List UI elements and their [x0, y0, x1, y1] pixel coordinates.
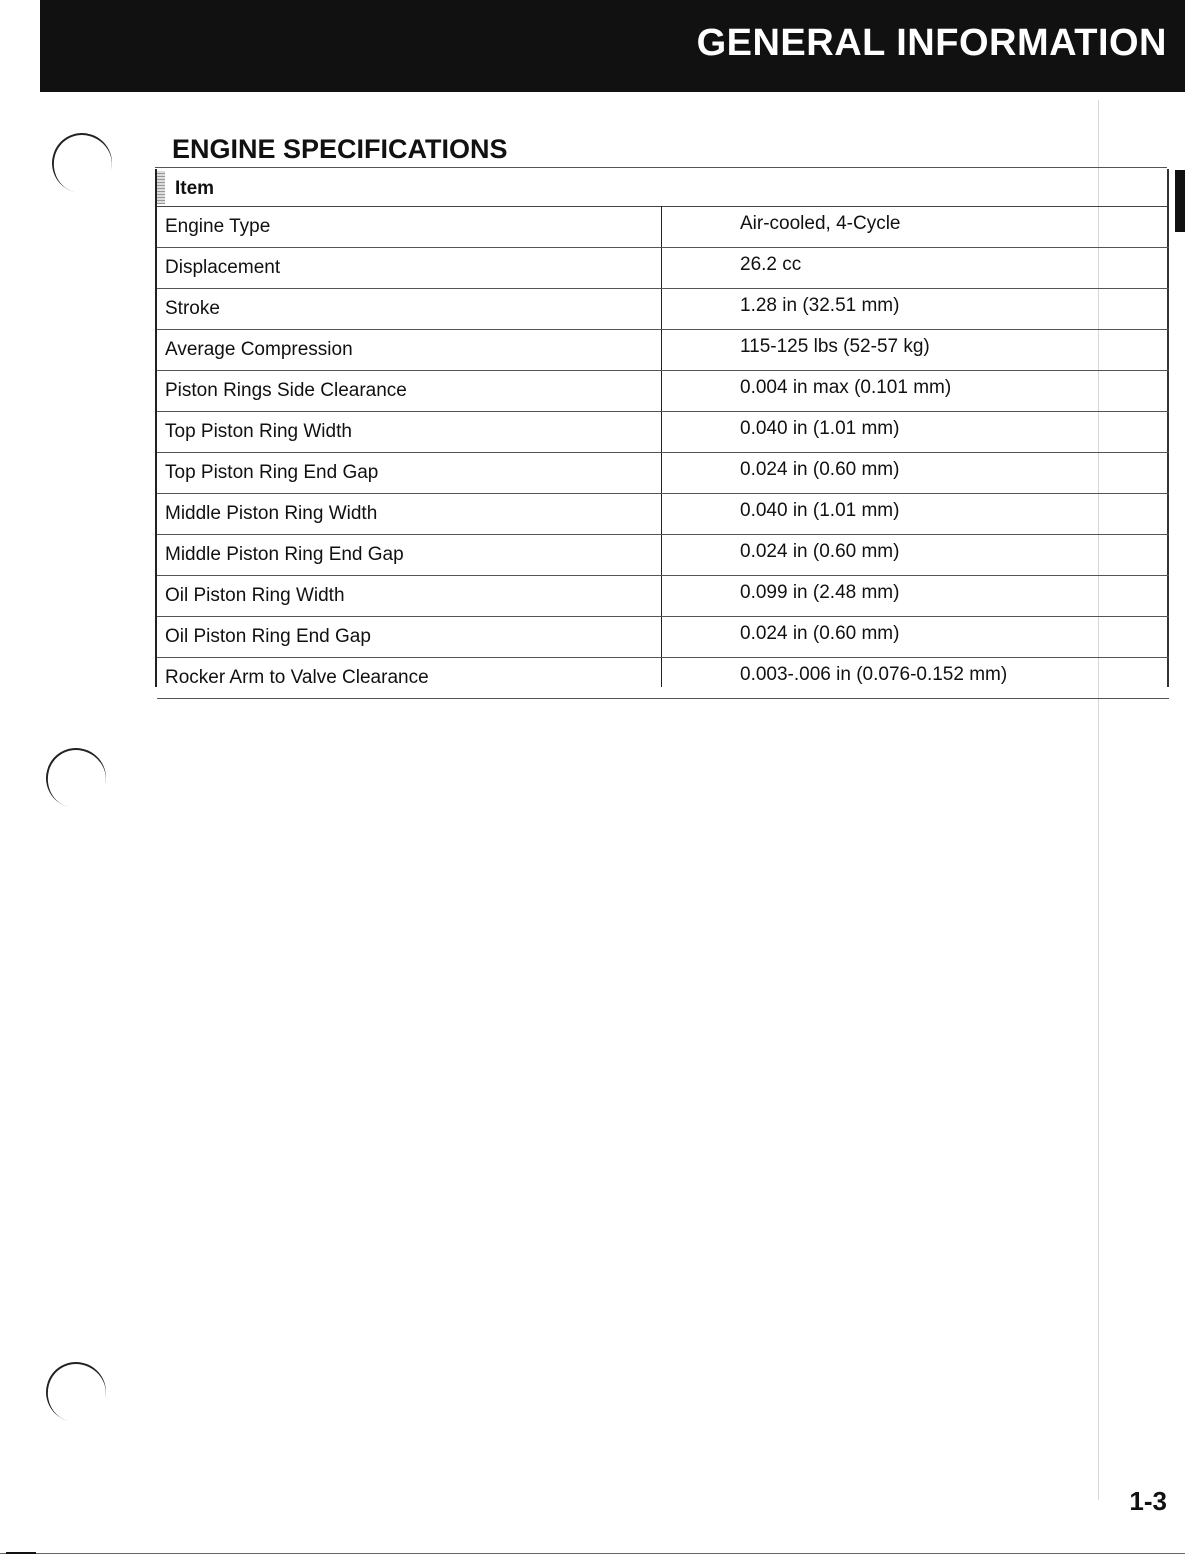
binder-hole-middle: [39, 741, 112, 814]
table-row: [157, 617, 1169, 658]
spec-item: Engine Type: [165, 216, 271, 237]
table-row: [157, 371, 1169, 412]
spec-value: 0.024 in (0.60 mm): [740, 541, 900, 562]
spec-value: 0.003-.006 in (0.076-0.152 mm): [740, 664, 1008, 685]
bottom-corner-mark: [6, 1552, 36, 1554]
spec-item: Piston Rings Side Clearance: [165, 380, 407, 401]
header-bar: [40, 0, 1185, 92]
spec-value: 1.28 in (32.51 mm): [740, 295, 900, 316]
header-shading: [157, 171, 165, 204]
section-title: ENGINE SPECIFICATIONS: [172, 134, 508, 164]
table-row: [157, 330, 1169, 371]
spec-item: Rocker Arm to Valve Clearance: [165, 667, 429, 688]
table-row: [157, 289, 1169, 330]
binder-hole-top: [45, 126, 118, 199]
spec-value: 0.099 in (2.48 mm): [740, 582, 900, 603]
spec-value: 115-125 lbs (52-57 kg): [740, 336, 930, 357]
spec-value: 0.040 in (1.01 mm): [740, 500, 900, 521]
engine-spec-table: [155, 169, 1169, 687]
spec-item: Top Piston Ring Width: [165, 421, 352, 442]
spec-value: 0.024 in (0.60 mm): [740, 459, 900, 480]
spec-item: Middle Piston Ring End Gap: [165, 544, 404, 565]
chapter-title: GENERAL INFORMATION: [696, 22, 1167, 64]
spec-item: Oil Piston Ring Width: [165, 585, 345, 606]
binder-hole-bottom: [39, 1355, 112, 1428]
spec-value: 0.024 in (0.60 mm): [740, 623, 900, 644]
column-header-item: Item: [175, 178, 215, 199]
bottom-rule: [0, 1553, 1185, 1554]
spec-value: Air-cooled, 4-Cycle: [740, 213, 901, 234]
spec-item: Displacement: [165, 257, 281, 278]
table-row: [157, 576, 1169, 617]
spec-item: Average Compression: [165, 339, 353, 360]
page-number: 1-3: [1129, 1486, 1167, 1516]
table-header-row: [157, 169, 1169, 207]
table-row: [157, 658, 1169, 699]
spec-value: 0.004 in max (0.101 mm): [740, 377, 952, 398]
table-row: [157, 494, 1169, 535]
spec-value: 0.040 in (1.01 mm): [740, 418, 900, 439]
table-row: [157, 207, 1169, 248]
table-row: [157, 412, 1169, 453]
table-row: [157, 535, 1169, 576]
title-rule: [155, 167, 1167, 168]
spec-item: Middle Piston Ring Width: [165, 503, 378, 524]
spec-item: Oil Piston Ring End Gap: [165, 626, 371, 647]
table-row: [157, 248, 1169, 289]
chapter-thumb-tab: [1175, 170, 1185, 232]
spec-item: Stroke: [165, 298, 220, 319]
table-row: [157, 453, 1169, 494]
spec-item: Top Piston Ring End Gap: [165, 462, 379, 483]
spec-value: 26.2 cc: [740, 254, 802, 275]
